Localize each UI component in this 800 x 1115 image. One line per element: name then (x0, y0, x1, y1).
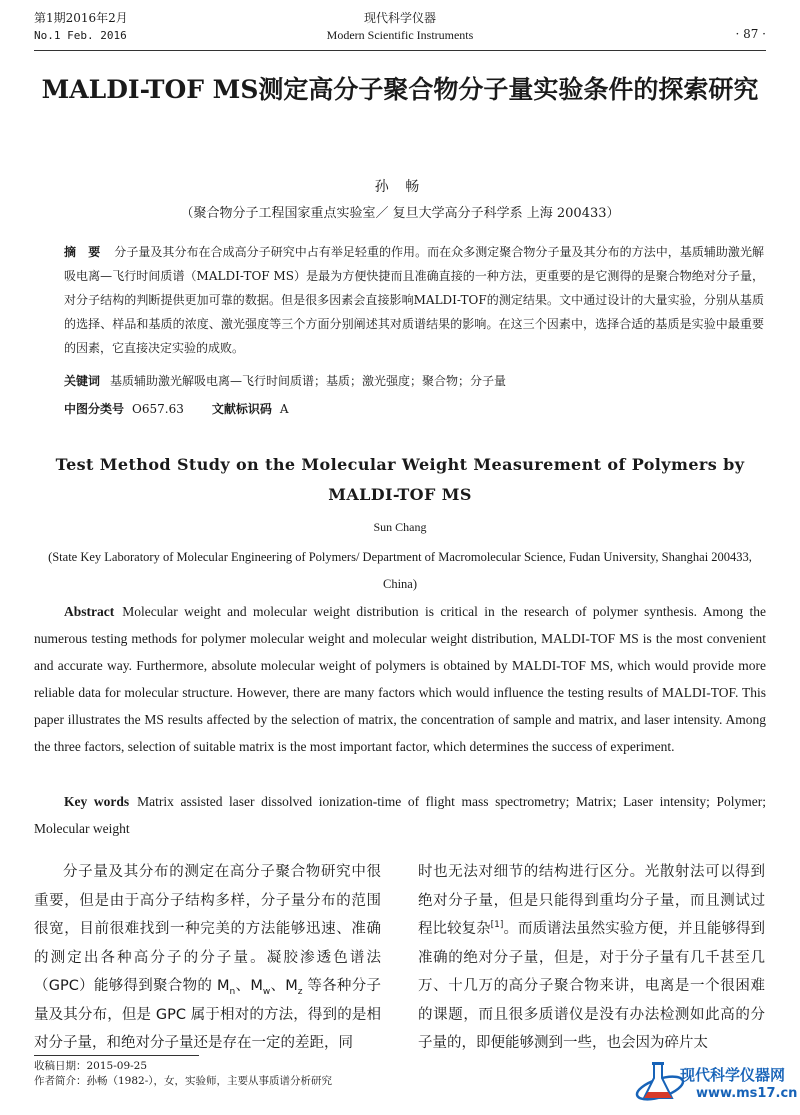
reference-1: [1] (490, 920, 504, 931)
journal-name (34, 10, 766, 44)
abstract-cn (64, 240, 764, 360)
page-header (34, 10, 766, 50)
subscript-w: w (262, 986, 271, 997)
abstract-cn-text: 分子量及其分布在合成高分子研究中占有举足轻重的作用。而在众多测定聚合物分子量及其分布的方法中，基质辅助激光解吸电离—飞行时间质谱（MALDI-TOF MS）是最为方便快捷而且准确直接的一种方法，更重要的是它测得的是聚合物绝对分子量，对分子结构的判断提供更加可靠的数据。但是很多因素会直接影响MALDI-TOF的测定结果。文中通过设计的大量实验，分别从基质的选择、样品和基质的浓度、激光强度等三个方面分别阐述其对质谱结果的影响。在这三个因素中，选择合适的基质是实验中最重要的因素，它直接决定实验的成败。 (64, 245, 764, 355)
body-right-part2: 。而质谱法虽然实验方便，并且能够得到准确的绝对分子量，但是，对于分子量有几千甚至几万、十几万的高分子聚合物来讲，电离是一个很困难的课题，而且很多质谱仪是没有办法检测如此高的分子量的，即便能够测到一些，也会因为碎片太 (418, 921, 766, 1051)
received-date: 收稿日期：2015-09-25 (34, 1060, 148, 1072)
clc-label: 中图分类号 (64, 402, 125, 416)
abstract-en (34, 598, 766, 760)
issue-cn: 第1期2016年2月 (34, 11, 128, 25)
clc-value: O657.63 (132, 402, 184, 416)
body-column-left (34, 858, 381, 1058)
watermark-url: www.ms17.cn (696, 1086, 798, 1101)
body-left-part1: 分子量及其分布的测定在高分子聚合物研究中很重要，但是由于高分子结构多样，分子量分布的范围很宽，目前很难找到一种完美的方法能够迅速、准确的测定出各种高分子的分子量。凝胶渗透色谱法（GPC）能够得到聚合物的 M (34, 864, 381, 994)
journal-en: Modern Scientific Instruments (326, 28, 474, 42)
author-en: Sun Chang (373, 520, 427, 534)
author-bio: 作者简介：孙畅（1982-），女，实验师，主要从事质谱分析研究 (34, 1075, 333, 1087)
footnote-rule (34, 1055, 199, 1056)
journal-cn: 现代科学仪器 (363, 11, 436, 25)
watermark-title: 现代科学仪器网 (680, 1066, 786, 1084)
issue-en: No.1 Feb. 2016 (34, 29, 127, 42)
abstract-en-text: Molecular weight and molecular weight distribution is critical in the research of polymer synthesis. Among the numerous testing methods for polymer molecular weight and molecular weight distribution, MALDI-TOF MS is the most convenient and accurate way. Furthermore, absolute molecular weight of polymers is obtained by MALDI-TOF MS, which would provide more reliable data for molecular structure. However, there are many factors which would influence the testing results of MALDI-TOF. This paper illustrates the MS results affected by the selection of matrix, the concentration of sample and matrix, and laser intensity. Among the three factors, selection of suitable matrix is the most important factor, which determines the success of experiment. (34, 604, 766, 754)
affiliation-en: (State Key Laboratory of Molecular Engineering of Polymers/ Department of Macromolecular Science, Fudan University, Shanghai 200433, China) (48, 550, 752, 591)
body-right-part1: 时也无法对细节的结构进行区分。光散射法可以得到绝对分子量，但是只能得到重均分子量，而且测试过程比较复杂 (418, 864, 765, 937)
title-cn: MALDI-TOF MS测定高分子聚合物分子量实验条件的探索研究 (41, 75, 759, 104)
keywords-en-label: Key words (64, 794, 130, 809)
header-rule (34, 50, 766, 51)
site-watermark (632, 1058, 798, 1110)
page-number: · 87 · (735, 27, 766, 41)
body-left-part2: 等各种分子量及其分布，但是 GPC 属于相对的方法，得到的是相对分子量，和绝对分子量还是存在一定的差距，同 (34, 978, 381, 1051)
classification-cn (64, 400, 764, 417)
keywords-en-text: Matrix assisted laser dissolved ionization-time of flight mass spectrometry; Matrix; Laser intensity; Polymer; Molecular weight (34, 794, 767, 836)
doc-code-value: A (279, 402, 289, 416)
subscript-n: n (229, 986, 236, 997)
body-sep2: 、M (270, 978, 298, 994)
affiliation-cn: （聚合物分子工程国家重点实验室／ 复旦大学高分子科学系 上海 200433） (180, 206, 620, 221)
keywords-cn-label: 关键词 (64, 374, 101, 388)
body-column-right (418, 858, 765, 1058)
keywords-cn-text: 基质辅助激光解吸电离—飞行时间质谱；基质；激光强度；聚合物；分子量 (110, 374, 507, 388)
author-cn: 孙 畅 (374, 179, 426, 195)
abstract-cn-label: 摘 要 (64, 245, 105, 259)
subscript-z: z (297, 986, 303, 997)
keywords-cn (64, 372, 764, 389)
title-en: Test Method Study on the Molecular Weight Measurement of Polymers by MALDI-TOF MS (55, 455, 745, 504)
keywords-en (34, 788, 766, 842)
doc-code-label: 文献标识码 (211, 402, 272, 416)
footnote (34, 1059, 332, 1089)
body-sep1: 、M (235, 978, 263, 994)
abstract-en-label: Abstract (64, 604, 115, 619)
